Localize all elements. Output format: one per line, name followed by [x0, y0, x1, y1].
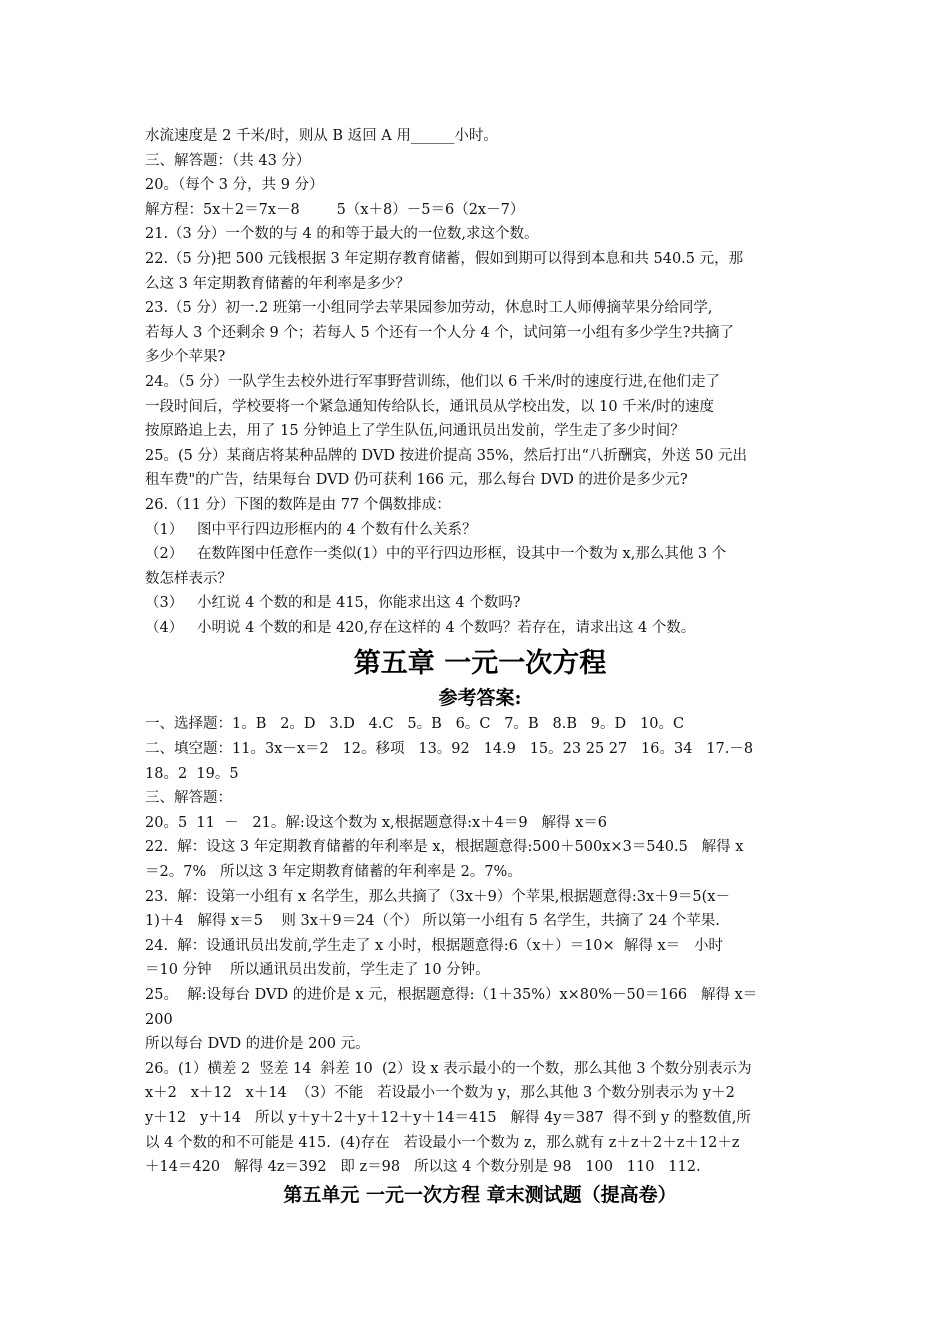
question-line: 租车费"的广告，结果每台 DVD 仍可获利 166 元，那么每台 DVD 的进价是多少元? — [145, 472, 688, 489]
answer-line: 23. 解：设第一小组有 x 名学生，那么共摘了（3x＋9）个苹果,根据题意得:3x＋9＝5(x－ — [145, 888, 730, 905]
question-line: 解方程：5x＋2＝7x－8 5（x＋8）－5＝6（2x－7） — [145, 201, 525, 218]
question-line: 一段时间后，学校要将一个紧急通知传给队长，通讯员从学校出发，以 10 千米/时的速度 — [145, 398, 715, 415]
answer-line: y＋12 y＋14 所以 y＋y＋2＋y＋12＋y＋14＝415 解得 4y＝387 得不到 y 的整数值,所 — [145, 1109, 751, 1126]
question-line: 26.（11 分）下图的数阵是由 77 个偶数排成： — [145, 496, 451, 513]
answer-line: ＋14＝420 解得 4z＝392 即 z＝98 所以这 4 个数分别是 98 100 110 112. — [145, 1159, 701, 1176]
question-line: 25。(5 分）某商店将某种品牌的 DVD 按进价提高 35%，然后打出“八折酬宾，外送 50 元出 — [145, 447, 748, 464]
question-line: （4） 小明说 4 个数的和是 420,存在这样的 4 个数吗？若存在，请求出这 4 个数。 — [145, 619, 696, 636]
answer-line: 所以每台 DVD 的进价是 200 元。 — [145, 1036, 370, 1053]
answer-line: 一、选择题：1。B 2。D 3.D 4.C 5。B 6。C 7。B 8.B 9。D 10。C — [145, 716, 685, 733]
question-line: 水流速度是 2 千米/时，则从 B 返回 A 用______小时。 — [145, 128, 498, 144]
answer-line: 26。(1）横差 2 竖差 14 斜差 10 (2）设 x 表示最小的一个数，那么其他 3 个数分别表示为 — [145, 1060, 752, 1077]
answer-line: x＋2 x＋12 x＋14 （3）不能 若设最小一个数为 y，那么其他 3 个数分别表示为 y＋2 — [145, 1085, 735, 1102]
question-section — [145, 124, 815, 640]
question-line: 23.（5 分）初一.2 班第一小组同学去苹果园参加劳动，休息时工人师傅摘苹果分给同学, — [145, 300, 713, 317]
answer-title: 参考答案: — [438, 687, 522, 710]
answer-line: 二、填空题：11。3x－x＝2 12。移项 13。92 14.9 15。23 25 27 16。34 17.－8 — [145, 741, 754, 758]
question-line: 多少个苹果? — [145, 349, 226, 366]
answer-line: 25。 解:设每台 DVD 的进价是 x 元，根据题意得:（1＋35%）x×80%－50＝166 解得 x＝ — [145, 987, 758, 1003]
answer-section — [145, 712, 815, 1179]
answer-line: 18。2 19。5 — [145, 765, 239, 782]
chapter-title: 第五章 一元一次方程 — [353, 648, 607, 680]
question-line: 21.（3 分）一个数的与 4 的和等于最大的一位数,求这个数。 — [145, 226, 539, 243]
answer-line: 三、解答题： — [145, 790, 232, 807]
question-line: 么这 3 年定期教育储蓄的年利率是多少？ — [145, 275, 410, 292]
question-line: 若每人 3 个还剩余 9 个；若每人 5 个还有一个人分 4 个，试问第一小组有多少学生?共摘了 — [145, 324, 735, 341]
question-line: 22.（5 分)把 500 元钱根据 3 年定期存教育储蓄，假如到期可以得到本息和共 540.5 元，那 — [145, 250, 744, 267]
answer-line: 1)＋4 解得 x＝5 则 3x＋9＝24（个） 所以第一小组有 5 名学生，共摘了 24 个苹果. — [145, 913, 720, 930]
answer-line: 22. 解：设这 3 年定期教育储蓄的年利率是 x，根据题意得:500＋500x×3＝540.5 解得 x — [145, 839, 744, 856]
question-line: 20。（每个 3 分，共 9 分） — [145, 177, 324, 194]
answer-line: ＝2。7% 所以这 3 年定期教育储蓄的年利率是 2。7%。 — [145, 864, 522, 881]
answer-line: 24. 解：设通讯员出发前,学生走了 x 小时，根据题意得:6（x＋）＝10× 解得 x＝ 小时 — [145, 937, 724, 954]
answer-line: 以 4 个数的和不可能是 415. (4)存在 若设最小一个数为 z，那么就有 z＋z＋2＋z＋12＋z — [145, 1134, 740, 1151]
answer-line: ＝10 分钟 所以通讯员出发前，学生走了 10 分钟。 — [145, 962, 490, 979]
question-line: 三、解答题：（共 43 分） — [145, 152, 311, 169]
unit-title: 第五单元 一元一次方程 章末测试题（提高卷） — [283, 1183, 677, 1206]
document-content — [145, 124, 815, 1210]
question-line: 数怎样表示？ — [145, 570, 232, 587]
question-line: 24。（5 分）一队学生去校外进行军事野营训练，他们以 6 千米/时的速度行进,在他们走了 — [145, 373, 720, 390]
answer-line: 200 — [145, 1011, 173, 1028]
answer-line: 20。5 11 － 21。解:设这个数为 x,根据题意得:x＋4＝9 解得 x＝6 — [145, 814, 607, 831]
question-line: （3） 小红说 4 个数的和是 415，你能求出这 4 个数吗? — [145, 595, 521, 612]
question-line: 按原路追上去，用了 15 分钟追上了学生队伍,问通讯员出发前，学生走了多少时间？ — [145, 423, 685, 440]
question-line: （1） 图中平行四边形框内的 4 个数有什么关系？ — [145, 521, 477, 538]
question-line: （2） 在数阵图中任意作一类似(1）中的平行四边形框，设其中一个数为 x,那么其他 3 个 — [145, 546, 727, 563]
